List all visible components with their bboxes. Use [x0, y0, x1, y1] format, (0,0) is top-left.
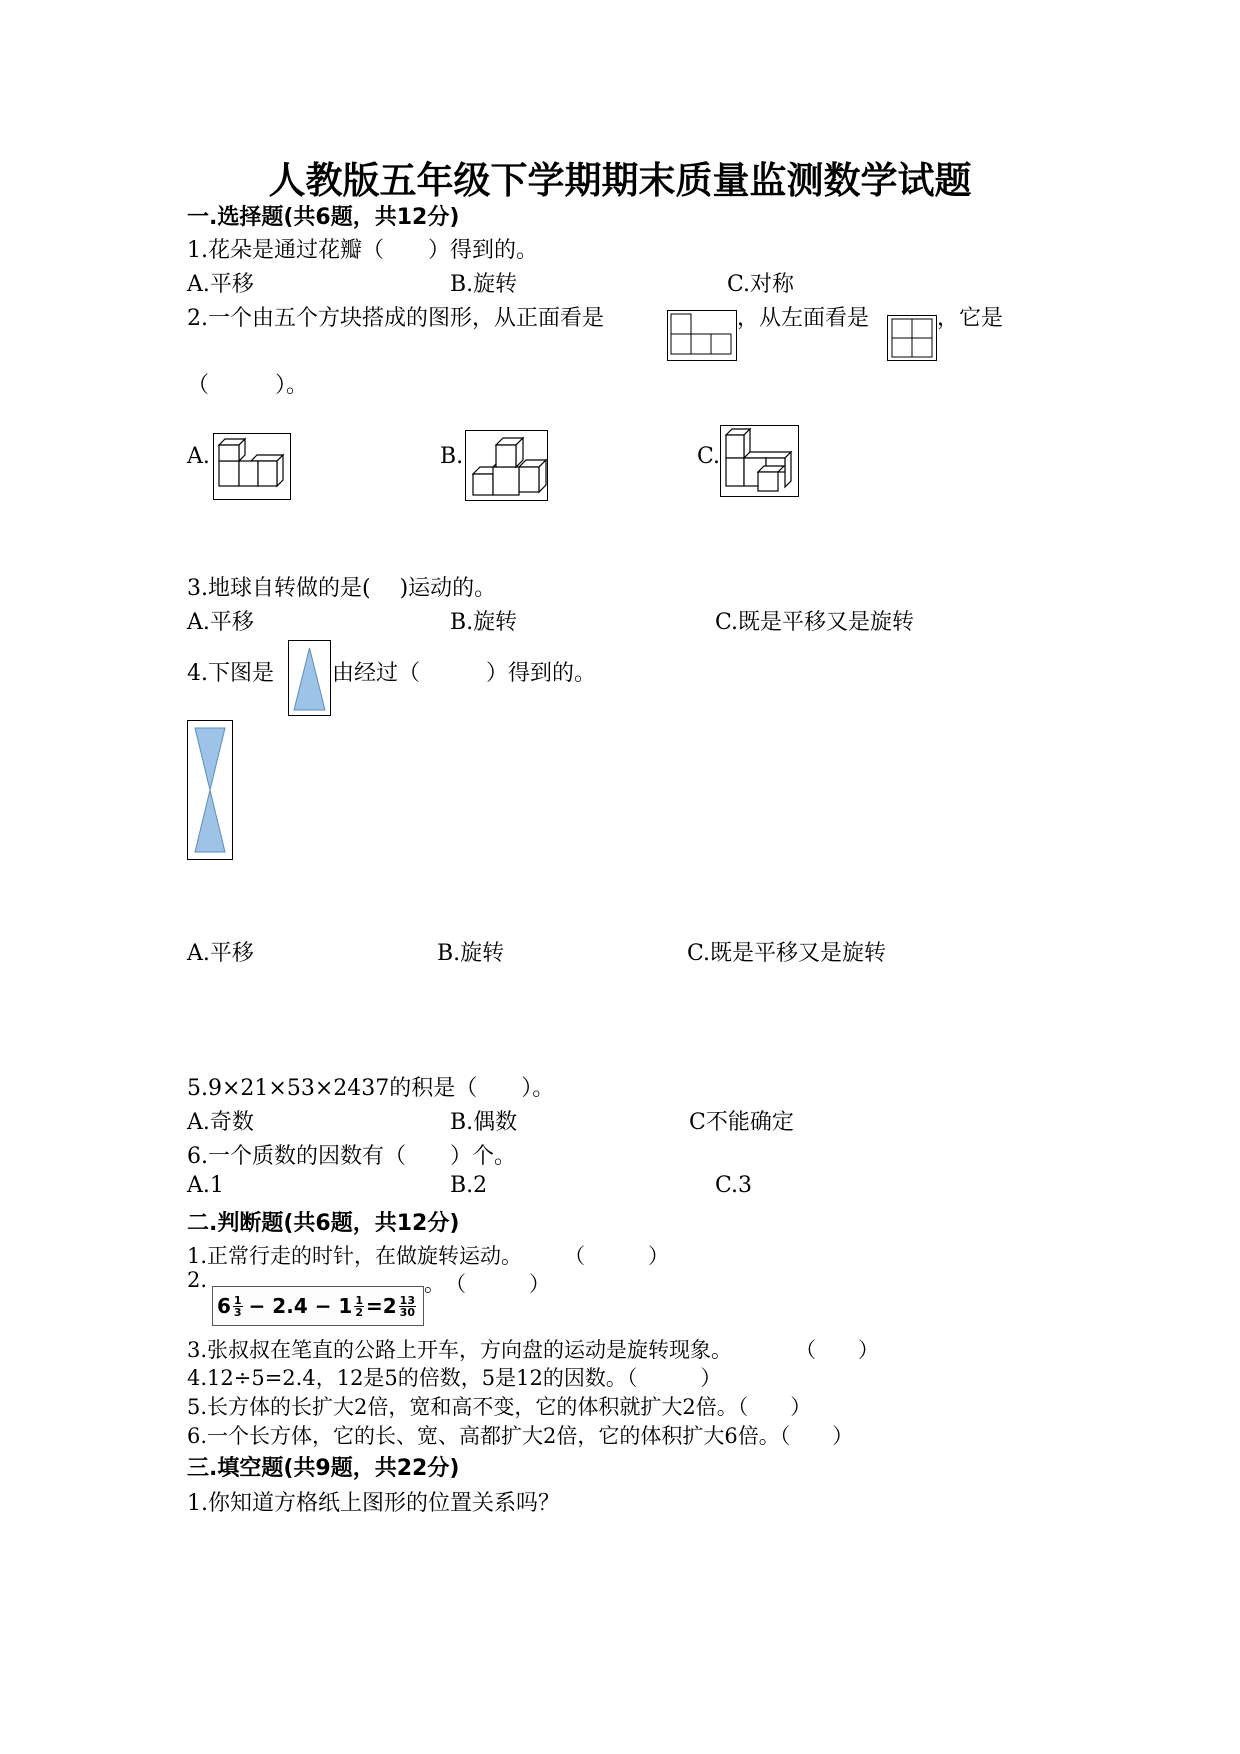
q2-option-c-cubes	[720, 425, 799, 497]
q2-left-view-figure	[887, 315, 937, 361]
q4-hourglass-figure	[187, 720, 233, 860]
expr-fraction-13-30-denominator: 30	[399, 1305, 415, 1319]
q5-option-a: A.奇数	[187, 1110, 254, 1135]
expr-fraction-13-30-numerator: 13	[399, 1293, 415, 1307]
q1-stem: 1.花朵是通过花瓣（ ）得到的。	[187, 238, 538, 263]
q1-option-a: A.平移	[187, 272, 254, 297]
q4-option-c: C.既是平移又是旋转	[687, 941, 887, 966]
q4-option-a: A.平移	[187, 941, 254, 966]
q3-stem: 3.地球自转做的是( )运动的。	[187, 576, 497, 601]
expr-fraction-1-2	[354, 1295, 364, 1318]
expr-fraction-1-3-denominator: 3	[233, 1305, 242, 1319]
judge-q2-expression-box	[212, 1286, 424, 1326]
q2-option-b-label: B.	[440, 444, 464, 469]
q6-stem: 6.一个质数的因数有（ ）个。	[187, 1144, 516, 1169]
judge-q5: 5.长方体的长扩大2倍，宽和高不变，它的体积就扩大2倍。（ ）	[187, 1395, 812, 1419]
section-heading-judge: 二.判断题(共6题，共12分)	[187, 1211, 460, 1236]
fill-q1: 1.你知道方格纸上图形的位置关系吗？	[187, 1491, 560, 1516]
q4-option-b: B.旋转	[437, 941, 505, 966]
judge-q2-number: 2.	[187, 1268, 208, 1292]
judge-q4: 4.12÷5=2.4，12是5的倍数，5是12的因数。（ ）	[187, 1366, 722, 1390]
q5-stem: 5.9×21×53×2437的积是（ ）。	[187, 1076, 555, 1101]
expr-fraction-1-3	[233, 1295, 243, 1318]
q2-option-c-label: C.	[697, 444, 721, 469]
q2-front-view-figure	[667, 310, 737, 361]
q2-option-a-cubes	[213, 433, 291, 500]
section-heading-fill: 三.填空题(共9题，共22分)	[187, 1456, 460, 1481]
q3-option-b: B.旋转	[450, 610, 518, 635]
q5-option-b: B.偶数	[450, 1110, 518, 1135]
expr-whole-6: 6	[217, 1294, 231, 1318]
section-heading-choice: 一.选择题(共6题，共12分)	[187, 205, 460, 230]
q4-stem-part2: 由经过（ ）得到的。	[332, 661, 597, 686]
expr-fraction-1-2-denominator: 2	[355, 1305, 363, 1319]
expr-equals: =2	[365, 1294, 397, 1318]
q2-stem-part3: ，它是	[937, 306, 1004, 331]
q5-option-c: C不能确定	[689, 1110, 794, 1135]
expr-middle: − 2.4 − 1	[248, 1294, 353, 1318]
q2-stem-part2: ，从左面看是	[737, 306, 870, 331]
q3-option-a: A.平移	[187, 610, 254, 635]
page-title: 人教版五年级下学期期末质量监测数学试题	[268, 159, 972, 202]
judge-q2-tail: 。 （ ）	[424, 1272, 550, 1296]
q4-single-triangle-figure	[288, 640, 331, 716]
q2-stem-line2: （ ）。	[187, 373, 309, 398]
q6-option-b: B.2	[450, 1173, 488, 1198]
judge-q3: 3.张叔叔在笔直的公路上开车，方向盘的运动是旋转现象。 （ ）	[187, 1338, 880, 1362]
q4-stem-part1: 4.下图是	[187, 661, 274, 686]
q2-option-b-cubes	[465, 430, 548, 501]
judge-q1: 1.正常行走的时针，在做旋转运动。 （ ）	[187, 1244, 670, 1268]
q2-stem-part1: 2.一个由五个方块搭成的图形，从正面看是	[187, 306, 604, 331]
q1-option-b: B.旋转	[450, 272, 518, 297]
expr-fraction-1-2-numerator: 1	[355, 1293, 363, 1307]
q6-option-a: A.1	[187, 1173, 224, 1198]
q2-option-a-label: A.	[187, 444, 210, 469]
q6-option-c: C.3	[715, 1173, 753, 1198]
q3-option-c: C.既是平移又是旋转	[715, 610, 915, 635]
expr-fraction-1-3-numerator: 1	[233, 1293, 242, 1307]
q1-option-c: C.对称	[727, 272, 795, 297]
judge-q6: 6.一个长方体，它的长、宽、高都扩大2倍，它的体积扩大6倍。（ ）	[187, 1424, 854, 1448]
expr-fraction-13-30	[399, 1295, 416, 1318]
